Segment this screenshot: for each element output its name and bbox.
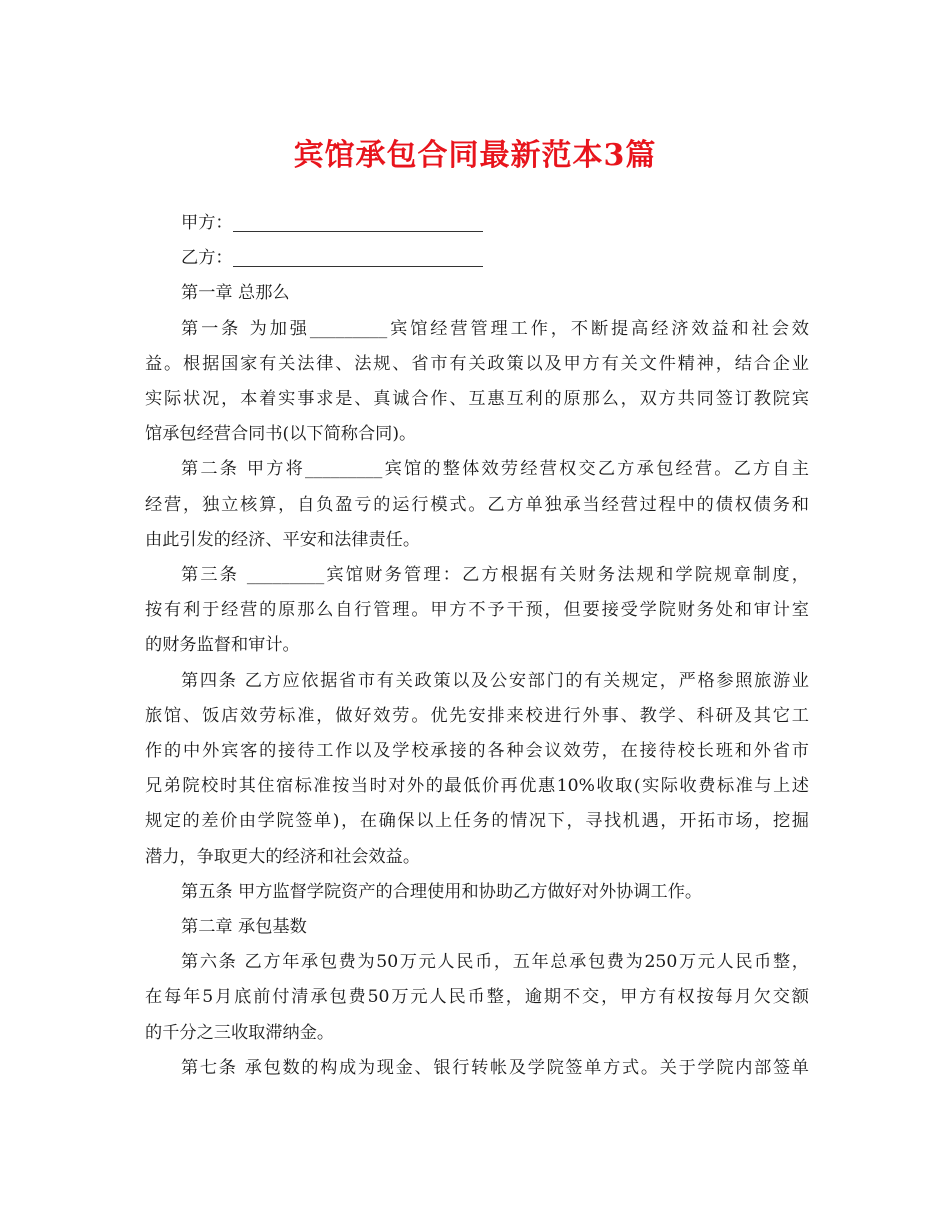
- article-4-line: 潜力，争取更大的经济和社会效益。: [145, 846, 421, 867]
- article-7: [145, 1051, 809, 1086]
- chapter-1-heading: 第一章 总那么: [181, 283, 290, 304]
- party-a-line: [145, 206, 809, 241]
- article-2-line: 由此引发的经济、平安和法律责任。: [145, 529, 421, 550]
- article-6-line: 在每年5月底前付清承包费50万元人民币整，逾期不交，甲方有权按每月欠交额: [145, 987, 809, 1008]
- article-5-line: 第五条 甲方监督学院资产的合理使用和协助乙方做好对外协调工作。: [181, 881, 703, 902]
- party-b-blank: [233, 246, 483, 267]
- article-3-line: 的财务监督和审计。: [145, 635, 300, 656]
- party-b-label: 乙方：: [181, 248, 233, 269]
- document-body: [145, 206, 809, 1086]
- article-4-line: 旅馆、饭店效劳标准，做好效劳。优先安排来校进行外事、教学、科研及其它工: [145, 705, 809, 726]
- article-1: [145, 312, 809, 453]
- document-title: 宾馆承包合同最新范本3篇: [293, 138, 657, 173]
- article-3: [145, 558, 809, 664]
- article-3-line: 第三条 _________宾馆财务管理：乙方根据有关财务法规和学院规章制度，: [181, 565, 809, 586]
- article-3-line: 按有利于经营的原那么自行管理。甲方不予干预，但要接受学院财务处和审计室: [145, 600, 809, 621]
- party-a-label: 甲方：: [181, 213, 233, 233]
- article-4: [145, 664, 809, 875]
- article-2-line: 第二条 甲方将_________宾馆的整体效劳经营权交乙方承包经营。乙方自主: [181, 459, 809, 480]
- article-1-line: 实际状况，本着实事求是、真诚合作、互惠互利的原那么，双方共同签订教院宾: [145, 389, 809, 410]
- chapter-2-heading: 第二章 承包基数: [181, 917, 307, 938]
- article-5: [145, 875, 809, 910]
- party-a-blank: [233, 211, 483, 232]
- article-4-line: 作的中外宾客的接待工作以及学校承接的各种会议效劳，在接待校长班和外省市: [145, 741, 809, 762]
- article-4-line: 兄弟院校时其住宿标准按当时对外的最低价再优惠10%收取(实际收费标准与上述: [145, 776, 809, 797]
- article-4-line: 规定的差价由学院签单)，在确保以上任务的情况下，寻找机遇，开拓市场，挖掘: [145, 811, 809, 832]
- article-4-line: 第四条 乙方应依据省市有关政策以及公安部门的有关规定，严格参照旅游业: [181, 670, 809, 691]
- article-2: [145, 452, 809, 558]
- article-6: [145, 945, 809, 1051]
- article-1-line: 益。根据国家有关法律、法规、省市有关政策以及甲方有关文件精神，结合企业: [145, 353, 809, 374]
- article-1-line: 馆承包经营合同书(以下简称合同)。: [145, 424, 417, 445]
- article-6-line: 第六条 乙方年承包费为50万元人民币，五年总承包费为250万元人民币整，: [181, 952, 809, 973]
- article-6-line: 的千分之三收取滞纳金。: [145, 1022, 335, 1043]
- article-2-line: 经营，独立核算，自负盈亏的运行模式。乙方单独承当经营过程中的债权债务和: [145, 494, 809, 515]
- article-7-line: 第七条 承包数的构成为现金、银行转帐及学院签单方式。关于学院内部签单: [181, 1057, 809, 1078]
- article-1-line: 第一条 为加强_________宾馆经营管理工作，不断提高经济效益和社会效: [181, 318, 809, 339]
- party-b-line: [145, 241, 809, 276]
